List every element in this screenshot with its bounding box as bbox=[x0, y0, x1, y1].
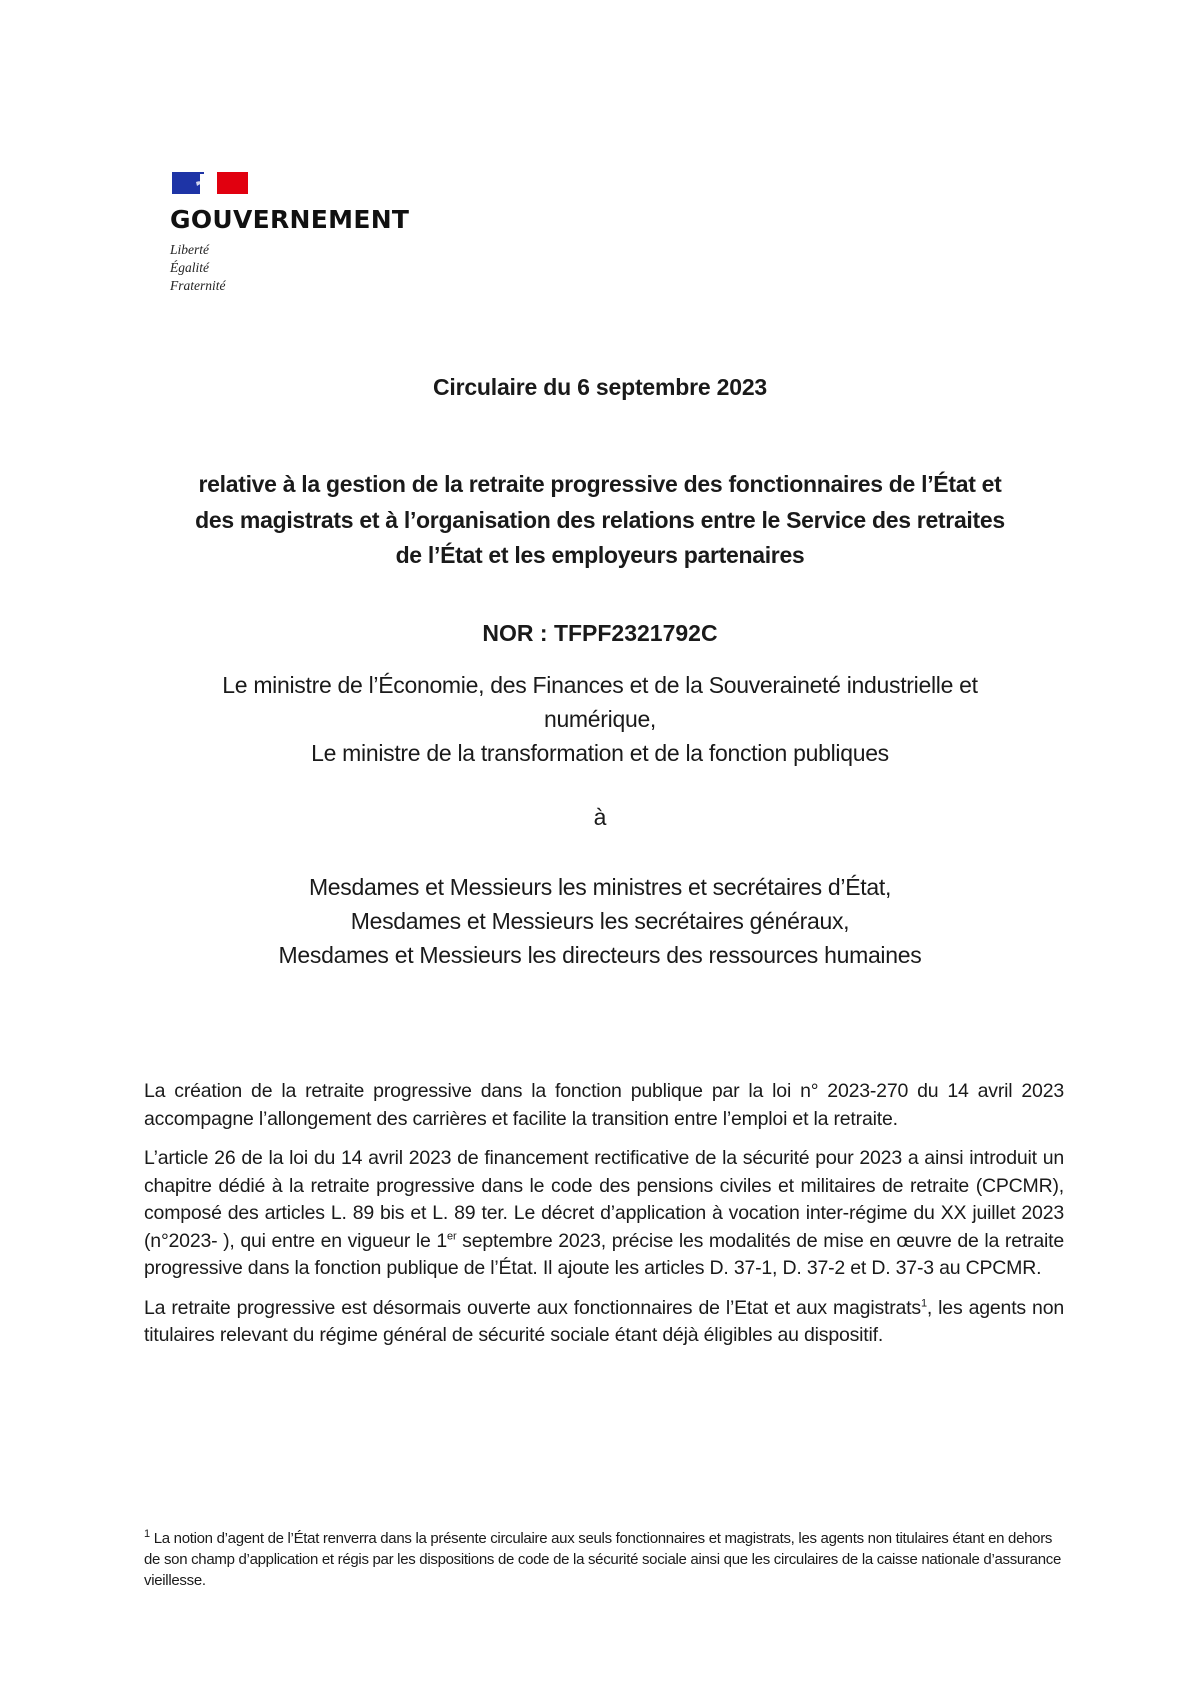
minister-line: Le ministre de la transformation et de la fonction publiques bbox=[311, 740, 889, 766]
paragraph-1: La création de la retraite progressive dans la fonction publique par la loi n° 2023-270 du 14 avril 2023 accompagne l’allongement des carrières et facilite la transition entre l’emploi et la retraite. bbox=[144, 1080, 1064, 1130]
ordinal-superscript: er bbox=[447, 1230, 457, 1242]
paragraph-2 bbox=[144, 1145, 1064, 1283]
minister-line: numérique, bbox=[543, 706, 657, 732]
minister-line: Le ministre de l’Économie, des Finances et de la Souveraineté industrielle et bbox=[222, 672, 978, 698]
recipients bbox=[0, 870, 1200, 972]
issuing-ministers bbox=[0, 668, 1200, 770]
body-text bbox=[144, 1078, 1064, 1362]
motto-egalite: Égalité bbox=[170, 260, 209, 275]
nor-reference: NOR : TFPF2321792C bbox=[482, 620, 718, 646]
recipient-line: Mesdames et Messieurs les secrétaires généraux, bbox=[350, 908, 850, 934]
document-title: Circulaire du 6 septembre 2023 bbox=[432, 374, 768, 400]
footnote-marker: 1 bbox=[144, 1528, 150, 1540]
republic-motto bbox=[170, 241, 430, 295]
subtitle-line: relative à la gestion de la retraite progressive des fonctionnaires de l’État et bbox=[198, 471, 1002, 497]
motto-fraternite: Fraternité bbox=[170, 278, 226, 293]
motto-liberte: Liberté bbox=[170, 242, 209, 257]
recipient-line: Mesdames et Messieurs les ministres et secrétaires d’État, bbox=[308, 874, 892, 900]
paragraph-2-text-a: L’article 26 de la loi du 14 avril 2023 de financement rectificative de la sécurité pour 2023 a ainsi introduit un chapitre dédié à la retraite progressive dans le code des pensions civiles et militaires de retraite (CPCMR), composé des articles L. 89 bis et L. 89 ter. Le décret d’application à vocation inter-régime du XX juillet 2023 (n°2023- ), qui entre en vigueur le 1 bbox=[144, 1147, 1064, 1252]
addressed-to: à bbox=[593, 804, 607, 830]
subtitle-line: de l’État et les employeurs partenaires bbox=[395, 542, 805, 568]
government-wordmark: GOUVERNEMENT bbox=[170, 205, 410, 234]
recipient-line: Mesdames et Messieurs les directeurs des ressources humaines bbox=[278, 942, 922, 968]
footnote-text: La notion d’agent de l’État renverra dans la présente circulaire aux seuls fonctionnaires et magistrats, les agents non titulaires étant en dehors de son champ d’application et régis par les dispositions de code de la sécurité sociale ainsi que les circulaires de la caisse nationale d’assurance vieillesse. bbox=[144, 1530, 1061, 1589]
paragraph-2-text-b: septembre 2023, précise les modalités de mise en œuvre de la retraite progressive dans la fonction publique de l’État. Il ajoute les articles D. 37-1, D. 37-2 et D. 37-3 au CPCMR. bbox=[144, 1229, 1064, 1279]
subtitle-line: des magistrats et à l’organisation des relations entre le Service des retraites bbox=[195, 506, 1005, 533]
document-subtitle bbox=[0, 467, 1200, 574]
marianne-profile-icon bbox=[194, 172, 220, 194]
marianne-flag-icon bbox=[170, 170, 248, 194]
paragraph-3-text-a: La retraite progressive est désormais ouverte aux fonctionnaires de l’Etat et aux magistrats bbox=[144, 1296, 921, 1319]
paragraph-3 bbox=[144, 1295, 1064, 1350]
footnote-reference-link[interactable]: 1 bbox=[920, 1297, 927, 1309]
government-logo bbox=[170, 170, 430, 295]
paragraph-3-text-b: , les agents non titulaires relevant du régime général de sécurité sociale étant déjà éligibles au dispositif. bbox=[144, 1296, 1064, 1346]
flag-red-band bbox=[217, 172, 248, 194]
footnote bbox=[144, 1528, 1068, 1591]
